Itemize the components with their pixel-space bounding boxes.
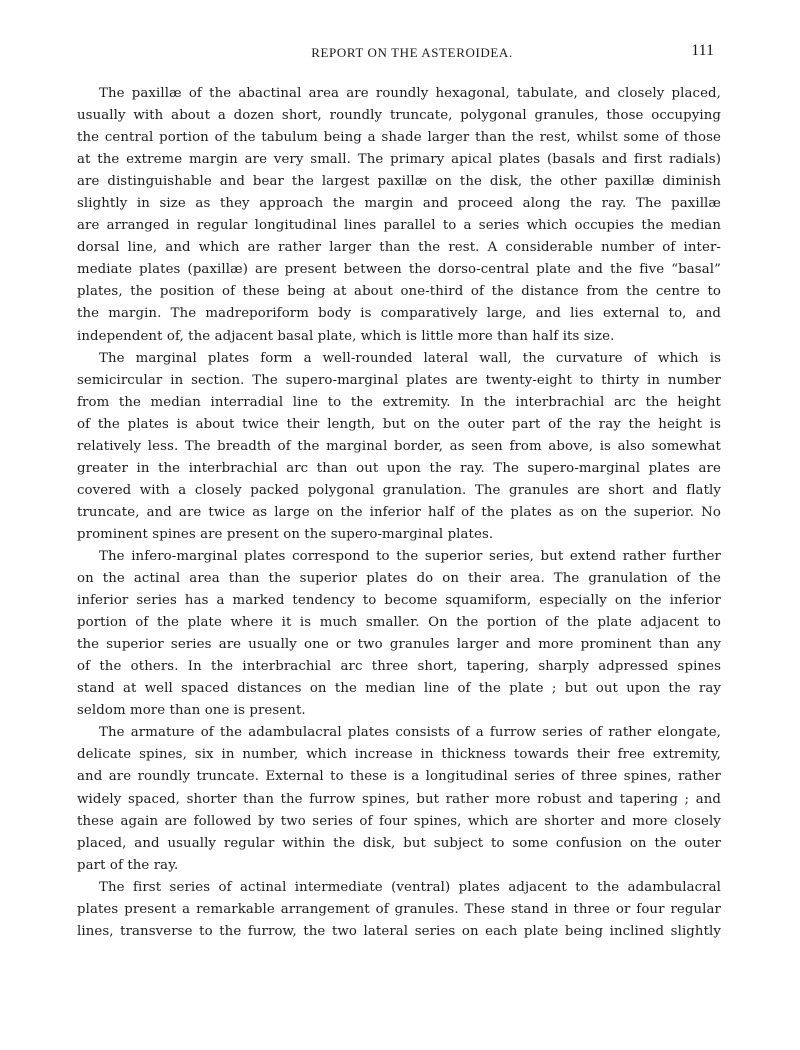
paragraph bbox=[77, 348, 721, 546]
text-line: at the extreme margin are very small. The primary apical plates (basals and first radials) bbox=[77, 152, 721, 168]
text-line: relatively less. The breadth of the marginal border, as seen from above, is also somewhat bbox=[77, 438, 721, 454]
text-line: independent of, the adjacent basal plate, which is little more than half its size. bbox=[77, 328, 615, 344]
text-line: stand at well spaced distances on the median line of the plate ; but out upon the ray bbox=[77, 681, 721, 697]
text-line: plates present a remarkable arrangement of granules. These stand in three or four regular bbox=[77, 901, 721, 917]
text-line: part of the ray. bbox=[77, 857, 179, 873]
text-line: placed, and usually regular within the disk, but subject to some confusion on the outer bbox=[77, 835, 721, 851]
text-line: The armature of the adambulacral plates consists of a furrow series of rather elongate, bbox=[99, 725, 721, 741]
text-line: The marginal plates form a well-rounded lateral wall, the curvature of which is bbox=[99, 350, 721, 366]
paragraph bbox=[77, 546, 721, 722]
text-line: lines, transverse to the furrow, the two lateral series on each plate being inclined slightly bbox=[77, 923, 721, 939]
text-line: widely spaced, shorter than the furrow spines, but rather more robust and tapering ; and bbox=[77, 791, 721, 807]
text-line: greater in the interbrachial arc than out upon the ray. The supero-marginal plates are bbox=[77, 460, 721, 476]
text-line: semicircular in section. The supero-marginal plates are twenty-eight to thirty in number bbox=[77, 372, 721, 388]
text-line: slightly in size as they approach the margin and proceed along the ray. The paxillæ bbox=[77, 196, 721, 212]
running-title: REPORT ON THE ASTEROIDEA. bbox=[311, 45, 513, 60]
text-line: of the others. In the interbrachial arc three short, tapering, sharply adpressed spines bbox=[77, 659, 721, 675]
text-line: from the median interradial line to the extremity. In the interbrachial arc the height bbox=[77, 394, 721, 410]
text-line: plates, the position of these being at about one-third of the distance from the centre to bbox=[77, 284, 721, 300]
text-line: The first series of actinal intermediate (ventral) plates adjacent to the adambulacral bbox=[99, 879, 721, 895]
text-line: delicate spines, six in number, which increase in thickness towards their free extremity, bbox=[77, 747, 721, 763]
text-line: portion of the plate where it is much smaller. On the portion of the plate adjacent to bbox=[77, 615, 721, 631]
text-line: The paxillæ of the abactinal area are roundly hexagonal, tabulate, and closely placed, bbox=[99, 86, 721, 101]
paragraph bbox=[77, 877, 721, 943]
text-line: and are roundly truncate. External to these is a longitudinal series of three spines, rather bbox=[77, 769, 721, 785]
text-line: usually with about a dozen short, roundly truncate, polygonal granules, those occupying bbox=[77, 108, 721, 124]
text-line: dorsal line, and which are rather larger than the rest. A considerable number of inter- bbox=[77, 240, 721, 256]
text-line: the central portion of the tabulum being a shade larger than the rest, whilst some of those bbox=[77, 130, 721, 146]
text-line: inferior series has a marked tendency to become squamiform, especially on the inferior bbox=[77, 593, 721, 609]
text-line: covered with a closely packed polygonal granulation. The granules are short and flatly bbox=[77, 482, 721, 498]
page-number: 111 bbox=[691, 42, 714, 59]
text-line: prominent spines are present on the supero-marginal plates. bbox=[77, 526, 494, 542]
page-header bbox=[110, 40, 714, 66]
text-line: these again are followed by two series of four spines, which are shorter and more closely bbox=[77, 813, 721, 829]
text-line: are arranged in regular longitudinal lines parallel to a series which occupies the median bbox=[77, 218, 721, 234]
text-line: seldom more than one is present. bbox=[77, 703, 306, 719]
text-line: are distinguishable and bear the largest paxillæ on the disk, the other paxillæ diminish bbox=[77, 174, 721, 190]
text-line: The infero-marginal plates correspond to the superior series, but extend rather further bbox=[99, 548, 721, 564]
body-text bbox=[77, 83, 721, 943]
paragraph bbox=[77, 83, 721, 348]
text-line: mediate plates (paxillæ) are present between the dorso-central plate and the five “basal” bbox=[77, 262, 721, 278]
text-line: truncate, and are twice as large on the inferior half of the plates as on the superior. No bbox=[77, 504, 721, 520]
text-line: on the actinal area than the superior plates do on their area. The granulation of the bbox=[77, 571, 721, 587]
paragraph bbox=[77, 722, 721, 876]
text-line: of the plates is about twice their length, but on the outer part of the ray the height is bbox=[77, 416, 721, 432]
text-line: the margin. The madreporiform body is comparatively large, and lies external to, and bbox=[77, 306, 721, 322]
text-line: the superior series are usually one or two granules larger and more prominent than any bbox=[77, 637, 721, 653]
